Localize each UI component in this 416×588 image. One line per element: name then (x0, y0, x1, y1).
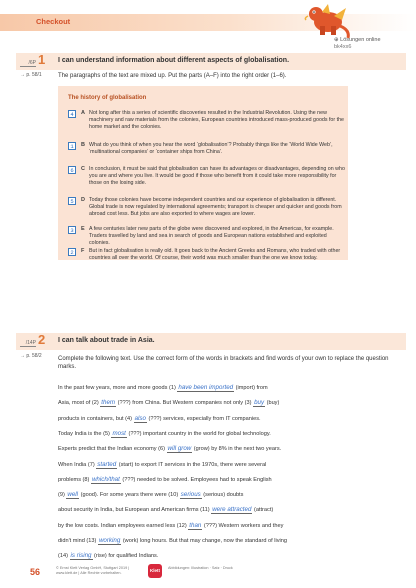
cloze-text-segment: by the low costs. Indian employees earned less (12) (58, 522, 189, 529)
item-letter: A (81, 110, 85, 116)
answer-box[interactable]: 5 (68, 197, 76, 205)
cloze-text-segment: Experts predict that the Indian economy (6) (58, 446, 167, 453)
cloze-line (58, 399, 279, 407)
online-label: Lösungen online (340, 37, 381, 43)
answer-blank[interactable]: were attracted (212, 506, 252, 514)
credits-text: Abbildungen: Illustration · Satz · Druck (168, 566, 233, 570)
answer-box[interactable]: 4 (68, 110, 76, 118)
answer-box[interactable]: 3 (68, 226, 76, 234)
header-bar (0, 14, 416, 31)
cloze-line (58, 476, 272, 484)
cloze-text-segment: (import) from (234, 385, 268, 391)
answer-box[interactable]: 1 (68, 142, 76, 150)
cloze-text-segment: (start) to export IT services in the 1970s, there were several (117, 461, 267, 468)
item-letter: C (81, 166, 85, 172)
answer-blank[interactable]: serious (180, 491, 201, 499)
history-box (58, 86, 348, 260)
answer-blank[interactable]: working (98, 537, 121, 544)
klett-logo: Klett (148, 564, 162, 578)
section-2-ref: → p. 58/2 (20, 353, 42, 359)
section-1-title: I can understand information about different aspects of globalisation. (58, 57, 290, 64)
item-text: In conclusion, it must be said that globalisation can have its advantages or disadvantages, depending on who you are and where you live. It would be good if those who benefit from it could take more responsibility for those on the losing side. (89, 166, 345, 187)
cloze-line (58, 461, 266, 469)
item-letter: B (81, 142, 85, 148)
dragon-icon (298, 0, 352, 40)
item-text: A few centuries later new parts of the globe were discovered and explored, in the Americas, for example. Traders travelled by land and sea in search of goods and European nations established and exploited colonies. (89, 226, 334, 247)
answer-blank[interactable]: also (134, 414, 146, 422)
cloze-line (58, 537, 287, 545)
cloze-text-segment: (buy) (265, 400, 280, 407)
cloze-line (58, 384, 268, 392)
cloze-text-segment: (???) needed to be solved. Employees had to speak English (120, 476, 272, 483)
history-title: The history of globalisation (68, 95, 147, 101)
cloze-text-segment: (attract) (252, 507, 274, 514)
cloze-text-segment: Today India is the (5) (58, 430, 112, 437)
section-2-instruction: Complete the following text. Use the correct form of the words in brackets and find words of your own to replace the question marks. (58, 356, 389, 370)
online-solutions (334, 37, 381, 51)
cloze-text-segment: about security in India, but European and American firms (11) (58, 507, 212, 514)
answer-blank[interactable]: is rising (70, 552, 92, 560)
answer-blank[interactable]: have been imported (178, 384, 234, 391)
cloze-text-segment: (rise) for qualified Indians. (92, 553, 159, 560)
answer-box[interactable]: 6 (68, 166, 76, 174)
cloze-text-segment: (good). For some years there were (10) (79, 492, 180, 499)
page-number: 56 (30, 567, 41, 577)
section-1-instruction: The paragraphs of the text are mixed up. Put the parts (A–F) into the right order (1–6). (58, 73, 287, 79)
online-code: bk4xx6 (334, 44, 352, 50)
plus-icon: ⊕ (334, 37, 341, 43)
cloze-line (58, 506, 273, 514)
cloze-line (58, 445, 281, 453)
answer-blank[interactable]: well (67, 491, 79, 499)
answer-blank[interactable]: them (101, 399, 116, 407)
cloze-text-segment: products in containers, but (4) (58, 415, 134, 422)
item-text: Not long after this a series of scientific discoveries resulted in the Industrial Revolution. Using the new machinery and raw materials from the colonies, European countries introduced mass-produced goods for the home market and the colonies. (89, 110, 344, 131)
section-1-score: /6P (20, 60, 36, 67)
footer (0, 562, 416, 588)
cloze-line (58, 415, 261, 423)
section-1-ref: → p. 58/1 (20, 72, 42, 78)
answer-blank[interactable]: than (189, 521, 202, 529)
cloze-text-segment: In the past few years, more and more goods (1) (58, 385, 178, 391)
cloze-text-segment: problems (8) (58, 476, 91, 483)
cloze-text-segment: didn't mind (13) (58, 538, 98, 544)
answer-blank[interactable]: buy (254, 399, 265, 407)
cloze-text-segment: (work) long hours. But that may change, now the standard of living (121, 538, 287, 544)
cloze-text-segment: (14) (58, 553, 70, 560)
item-text: But in fact globalisation is really old. It goes back to the Ancient Greeks and Romans, who traded with other countries all over the world. Of course, their world was much smaller than the one we know today. (89, 248, 341, 262)
section-1-heading (0, 53, 416, 70)
item-letter: D (81, 197, 85, 203)
answer-blank[interactable]: started (97, 460, 117, 468)
cloze-line (58, 491, 243, 499)
cloze-text-segment: (???) Western workers and they (202, 522, 284, 529)
item-text: Today those colonies have become independent countries and our experience of globalisation is different. Global trade is now regulated by international agreements; transport is cheaper and quicker and goods from abroad cost less. But jobs are also exported to where wages are lower. (89, 197, 342, 218)
cloze-line (58, 552, 158, 560)
section-2-title: I can talk about trade in Asia. (58, 337, 155, 344)
section-2-heading (0, 333, 416, 350)
answer-blank[interactable]: which/that (91, 475, 120, 483)
cloze-text-segment: Asia, most of (2) (58, 400, 101, 407)
cloze-text-segment: (???) from China. But Western companies not only (3) (116, 400, 254, 407)
item-text: What do you think of when you hear the word ‘globalisation’? Probably things like the ‘World Wide Web’, ‘multinational companies’ or ‘container ships from China’. (89, 142, 333, 156)
cloze-text-segment: (serious) doubts (201, 492, 244, 499)
item-letter: E (81, 226, 85, 232)
answer-box[interactable]: 2 (68, 248, 76, 256)
cloze-text-segment: When India (7) (58, 461, 97, 468)
section-1-number: 1 (38, 52, 46, 67)
item-letter: F (81, 248, 85, 254)
answer-blank[interactable]: will grow (167, 445, 192, 453)
copyright-text: © Ernst Klett Verlag GmbH, Stuttgart 2019 | www.klett.de | Alle Rechte vorbehalten. (56, 566, 130, 575)
cloze-text-segment: (9) (58, 492, 67, 499)
answer-blank[interactable]: most (112, 429, 126, 437)
page-title: Checkout (36, 17, 71, 26)
cloze-line (58, 430, 271, 438)
section-2-number: 2 (38, 332, 46, 347)
cloze-text-segment: (grow) by 8% in the next two years. (192, 446, 282, 453)
cloze-text-segment: (???) important country in the world for global technology. (126, 430, 271, 437)
cloze-text-segment: (???) services, especially from IT companies. (146, 415, 261, 422)
section-2-score: /14P (20, 340, 36, 347)
cloze-line (58, 522, 283, 530)
